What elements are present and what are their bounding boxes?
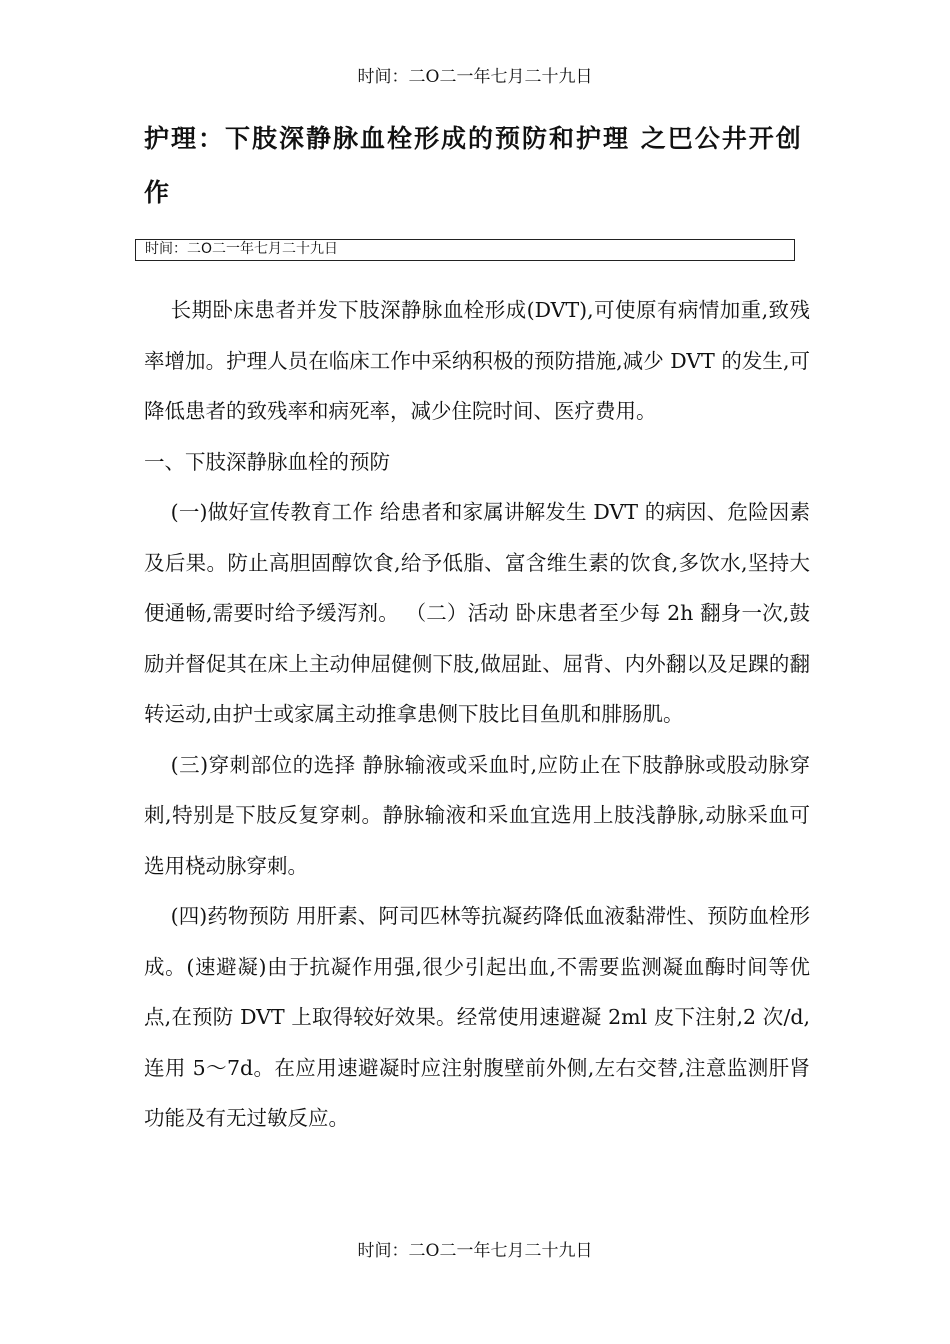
paragraph-drug-prevention: (四)药物预防 用肝素、阿司匹林等抗凝药降低血液黏滞性、预防血栓形成。(速避凝)由于抗凝作用强,很少引起出血,不需要监测凝血酶时间等优点,在预防 DVT 上取得较好效果。经常使用速避凝 2ml 皮下注射,2 次/d,连用 5～7d。在应用速避凝时应注射腹壁前外侧,左右交替,注意监测肝肾功能及有无过敏反应。 xyxy=(144,904,810,1130)
document-title: 护理：下肢深静脉血栓形成的预防和护理 之巴公井开创作 xyxy=(144,124,803,207)
paragraph-education-activity: (一)做好宣传教育工作 给患者和家属讲解发生 DVT 的病因、危险因素及后果。防止高胆固醇饮食,给予低脂、富含维生素的饮食,多饮水,坚持大便通畅,需要时给予缓泻剂。 （二）活动 卧床患者至少每 2h 翻身一次,鼓励并督促其在床上主动伸屈健侧下肢,做屈趾、屈背、内外翻以及足踝的翻转运动,由护士或家属主动推拿患侧下肢比目鱼肌和腓肠肌。 xyxy=(144,500,810,726)
date-box: 时间：二O二一年七月二十九日 xyxy=(135,239,795,261)
page-header xyxy=(0,67,950,87)
page-footer xyxy=(0,1241,950,1261)
paragraph-intro: 长期卧床患者并发下肢深静脉血栓形成(DVT),可使原有病情加重,致残率增加。护理人员在临床工作中采纳积极的预防措施,减少 DVT 的发生,可降低患者的致残率和病死率，减少住院时间、医疗费用。 xyxy=(144,298,810,423)
document-body xyxy=(144,285,810,1144)
section-heading: 一、下肢深静脉血栓的预防 xyxy=(144,449,390,474)
footer-time-text: 时间：二O二一年七月二十九日 xyxy=(357,1241,593,1261)
paragraph-puncture-site: (三)穿刺部位的选择 静脉输液或采血时,应防止在下肢静脉或股动脉穿刺,特别是下肢反复穿刺。静脉输液和采血宜选用上肢浅静脉,动脉采血可选用桡动脉穿刺。 xyxy=(144,752,810,878)
header-time-text: 时间：二O二一年七月二十九日 xyxy=(357,67,593,87)
